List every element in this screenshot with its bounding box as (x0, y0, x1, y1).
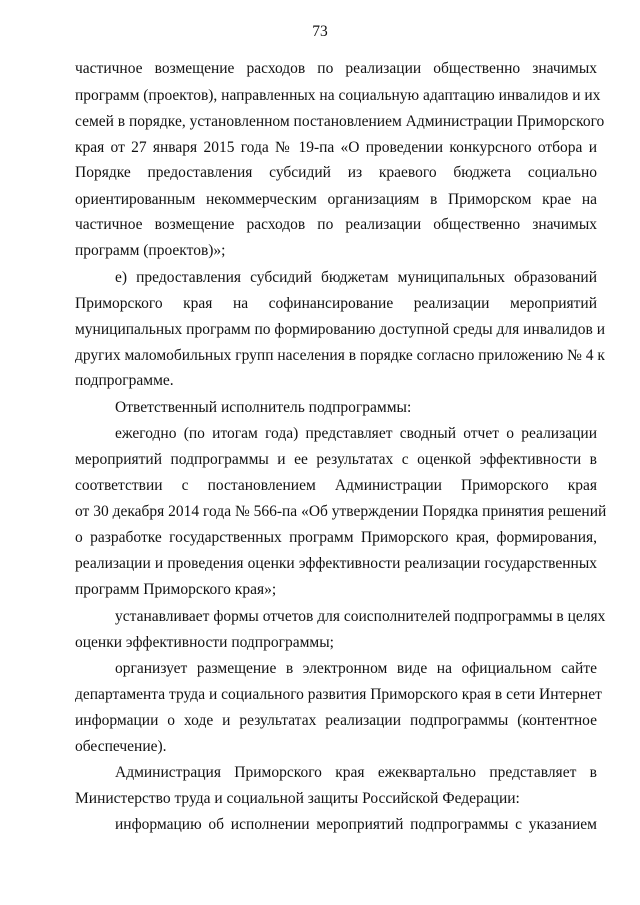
text-line: Министерство труда и социальной защиты Российской Федерации: (75, 790, 520, 807)
text-line: подпрограмме. (75, 372, 174, 389)
text-line: программ Приморского края»; (75, 581, 277, 598)
text-line: соответствии с постановлением Администрации Приморского края (75, 477, 597, 494)
text-line: других маломобильных групп населения в порядке согласно приложению № 4 к (75, 347, 605, 364)
text-line: края от 27 января 2015 года № 19-па «О проведении конкурсного отбора и (75, 139, 597, 156)
text-line: организует размещение в электронном виде на официальном сайте (115, 660, 597, 677)
text-line: ориентированным некоммерческим организациям в Приморском крае на (75, 191, 597, 208)
text-line: о разработке государственных программ Приморского края, формирования, (75, 529, 597, 546)
text-line: Порядке предоставления субсидий из краевого бюджета социально (75, 164, 597, 181)
text-line: обеспечение). (75, 738, 167, 755)
text-line: частичное возмещение расходов по реализации общественно значимых (75, 60, 597, 77)
text-line: муниципальных программ по формированию доступной среды для инвалидов и (75, 321, 606, 338)
page-number: 73 (312, 23, 328, 40)
text-line: от 30 декабря 2014 года № 566-па «Об утверждении Порядка принятия решений (75, 503, 607, 520)
text-line: программ (проектов), направленных на социальную адаптацию инвалидов и их (75, 87, 601, 104)
text-line: Приморского края на софинансирование реализации мероприятий (75, 295, 597, 312)
text-line: программ (проектов)»; (75, 242, 226, 259)
text-line: оценки эффективности подпрограммы; (75, 634, 334, 651)
text-line: семей в порядке, установленном постановлением Администрации Приморского (75, 113, 605, 130)
text-line: устанавливает формы отчетов для соисполнителей подпрограммы в целях (115, 608, 606, 625)
text-line: реализации и проведения оценки эффективности реализации государственных (75, 555, 597, 572)
text-line: ежегодно (по итогам года) представляет сводный отчет о реализации (115, 425, 597, 442)
text-line: е) предоставления субсидий бюджетам муниципальных образований (115, 269, 597, 286)
text-line: Администрация Приморского края ежеквартально представляет в (115, 764, 597, 781)
text-line: департамента труда и социального развития Приморского края в сети Интернет (75, 686, 602, 703)
text-line: информацию об исполнении мероприятий подпрограммы с указанием (115, 816, 597, 833)
text-line: частичное возмещение расходов по реализации общественно значимых (75, 216, 597, 233)
text-line: мероприятий подпрограммы и ее результатах с оценкой эффективности в (75, 451, 597, 468)
text-line: информации о ходе и результатах реализации подпрограммы (контентное (75, 712, 597, 729)
text-line: Ответственный исполнитель подпрограммы: (115, 399, 412, 416)
